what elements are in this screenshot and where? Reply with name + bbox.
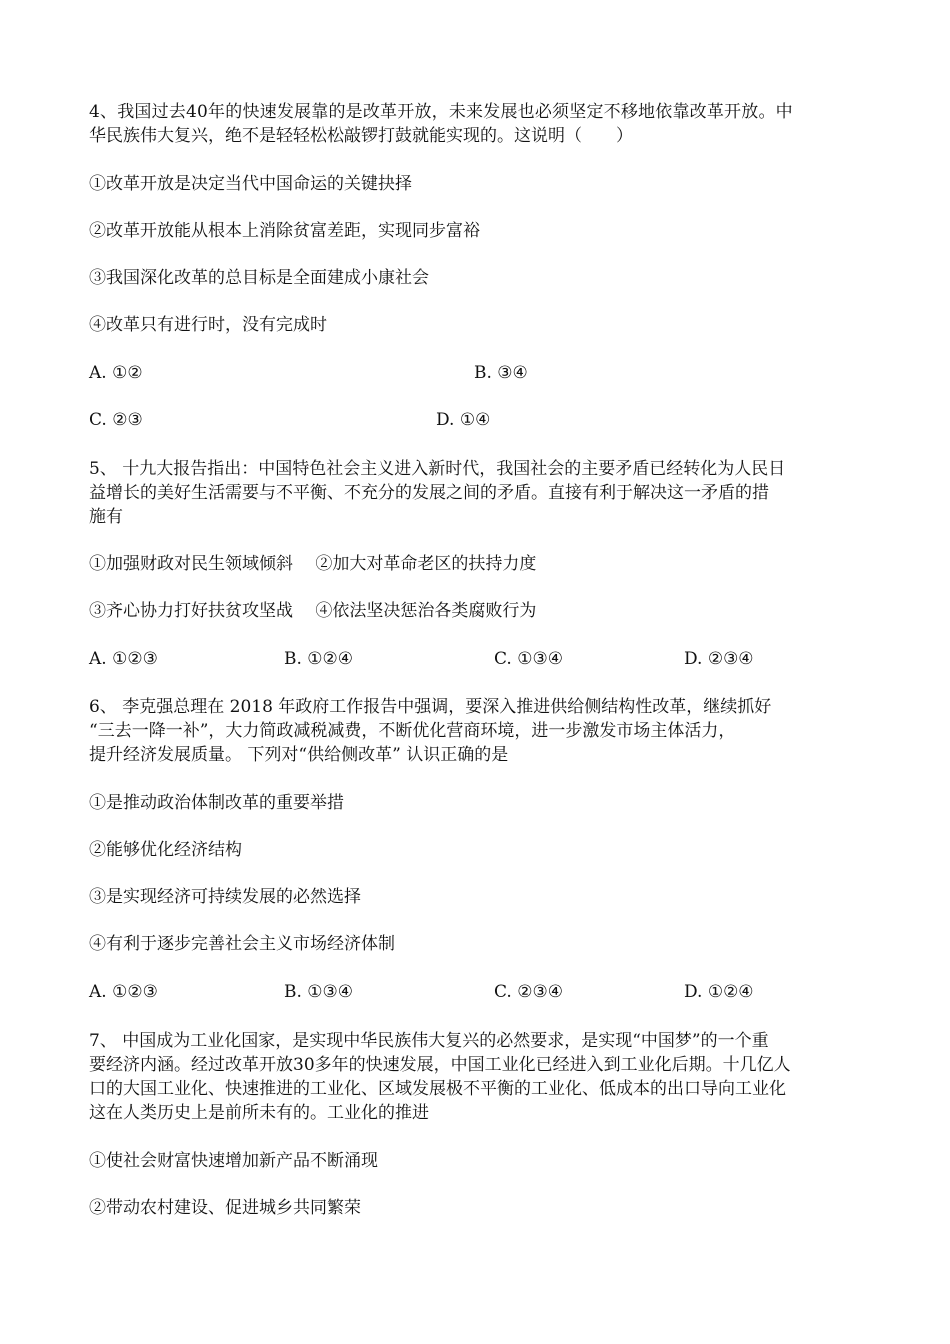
option-item: ①改革开放是决定当代中国命运的关键抉择 xyxy=(89,174,412,194)
answer-choice-b: B. ①③④ xyxy=(284,982,354,1002)
question-stem-line: 要经济内涵。经过改革开放30多年的快速发展，中国工业化已经进入到工业化后期。十几亿人 xyxy=(89,1055,791,1075)
option-item: ③是实现经济可持续发展的必然选择 xyxy=(89,887,361,907)
question-stem-line: 华民族伟大复兴，绝不是轻轻松松敲锣打鼓就能实现的。这说明（ ） xyxy=(89,126,633,146)
question-stem-line: 4、我国过去40年的快速发展靠的是改革开放，未来发展也必须坚定不移地依靠改革开放。中 xyxy=(89,102,793,122)
question-stem-line: 7、 中国成为工业化国家，是实现中华民族伟大复兴的必然要求，是实现“中国梦”的一个重 xyxy=(89,1031,769,1051)
question-stem-line: 口的大国工业化、快速推进的工业化、区域发展极不平衡的工业化、低成本的出口导向工业化 xyxy=(89,1079,786,1099)
option-item: ②带动农村建设、促进城乡共同繁荣 xyxy=(89,1198,361,1218)
option-item: ①是推动政治体制改革的重要举措 xyxy=(89,793,344,813)
question-stem-line: “三去一降一补”，大力简政减税减费，不断优化营商环境，进一步激发市场主体活力， xyxy=(89,721,736,741)
option-item: ②改革开放能从根本上消除贫富差距，实现同步富裕 xyxy=(89,221,480,241)
option-item: ③我国深化改革的总目标是全面建成小康社会 xyxy=(89,268,429,288)
answer-choice-a: A. ①② xyxy=(89,363,143,383)
question-stem-line: 这在人类历史上是前所未有的。工业化的推进 xyxy=(89,1103,429,1123)
option-item: ③齐心协力打好扶贫攻坚战 ④依法坚决惩治各类腐败行为 xyxy=(89,601,537,621)
option-item: ④改革只有进行时，没有完成时 xyxy=(89,315,327,335)
answer-choice-c: C. ①③④ xyxy=(494,649,563,669)
answer-choice-c: C. ②③ xyxy=(89,410,143,430)
option-item: ④有利于逐步完善社会主义市场经济体制 xyxy=(89,934,395,954)
answer-choice-b: B. ①②④ xyxy=(284,649,354,669)
answer-choice-d: D. ①②④ xyxy=(684,982,754,1002)
option-item: ①加强财政对民生领域倾斜 ②加大对革命老区的扶持力度 xyxy=(89,554,537,574)
question-stem-line: 益增长的美好生活需要与不平衡、不充分的发展之间的矛盾。直接有利于解决这一矛盾的措 xyxy=(89,483,769,503)
answer-choice-d: D. ①④ xyxy=(436,410,491,430)
option-item: ①使社会财富快速增加新产品不断涌现 xyxy=(89,1151,378,1171)
answer-choice-a: A. ①②③ xyxy=(89,982,158,1002)
question-stem-line: 提升经济发展质量。 下列对“供给侧改革” 认识正确的是 xyxy=(89,745,509,765)
answer-choice-d: D. ②③④ xyxy=(684,649,754,669)
question-stem-line: 施有 xyxy=(89,507,123,527)
answer-choice-b: B. ③④ xyxy=(474,363,528,383)
question-stem-line: 6、 李克强总理在 2018 年政府工作报告中强调，要深入推进供给侧结构性改革，继续抓好 xyxy=(89,697,772,717)
answer-choice-a: A. ①②③ xyxy=(89,649,158,669)
question-stem-line: 5、 十九大报告指出：中国特色社会主义进入新时代，我国社会的主要矛盾已经转化为人民日 xyxy=(89,459,786,479)
answer-choice-c: C. ②③④ xyxy=(494,982,563,1002)
option-item: ②能够优化经济结构 xyxy=(89,840,242,860)
